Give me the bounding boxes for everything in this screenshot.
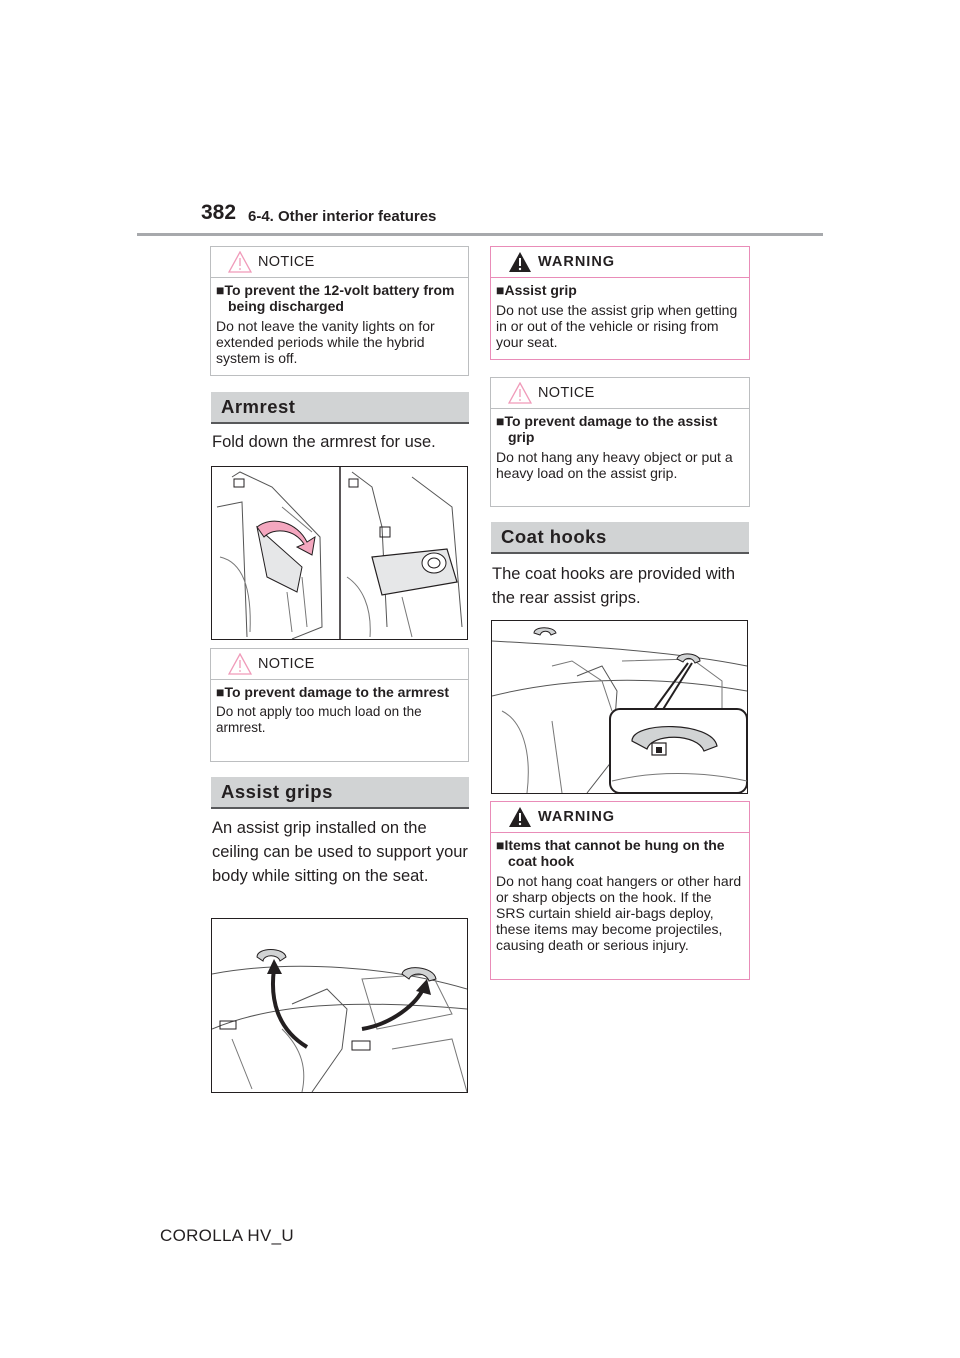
assist-grips-illustration — [211, 918, 468, 1093]
notice-heading: ■To prevent the 12-volt battery from being discharged — [216, 282, 455, 314]
warning-heading: ■Assist grip — [496, 282, 577, 298]
notice-text: Do not apply too much load on the armrest. — [216, 704, 422, 735]
armrest-text: Fold down the armrest for use. — [212, 433, 436, 451]
assist-grips-text: An assist grip installed on the ceiling can be used to support your body while sitting on the seat. — [212, 819, 468, 885]
notice-text: Do not hang any heavy object or put a heavy load on the assist grip. — [496, 449, 733, 481]
notice-label: NOTICE — [258, 254, 315, 270]
coat-hooks-heading: Coat hooks — [491, 522, 749, 554]
warning-heading: ■Items that cannot be hung on the coat hook — [496, 837, 725, 869]
warning-hook-box — [490, 801, 750, 980]
coat-hooks-illustration — [491, 620, 748, 794]
notice-battery-box — [210, 246, 469, 376]
notice-label: NOTICE — [538, 385, 595, 401]
header-rule — [137, 233, 823, 236]
notice-label: NOTICE — [258, 656, 315, 672]
notice-text: Do not leave the vanity lights on for extended periods while the hybrid system is off. — [216, 318, 435, 366]
warning-grip-box — [490, 246, 750, 360]
caution-triangle-icon — [228, 653, 252, 675]
notice-grip-box — [490, 377, 750, 507]
footer-model: COROLLA HV_U — [160, 1226, 294, 1245]
coat-hooks-text: The coat hooks are provided with the rear assist grips. — [492, 565, 736, 607]
notice-heading: ■To prevent damage to the armrest — [216, 684, 450, 700]
warning-label: WARNING — [538, 809, 616, 825]
assist-grips-heading: Assist grips — [211, 777, 469, 809]
notice-heading: ■To prevent damage to the assist grip — [496, 413, 718, 445]
warning-text: Do not hang coat hangers or other hard or sharp objects on the hook. If the SRS curtain shield air-bags deploy, these items may become projectiles, causing death or serious injury. — [496, 873, 742, 953]
warning-triangle-icon — [508, 806, 532, 828]
caution-triangle-icon — [508, 382, 532, 404]
warning-triangle-icon — [508, 251, 532, 273]
section-title: 6-4. Other interior features — [248, 208, 437, 225]
caution-triangle-icon — [228, 251, 252, 273]
armrest-heading: Armrest — [211, 392, 469, 424]
armrest-illustration — [211, 466, 468, 640]
warning-text: Do not use the assist grip when getting in or out of the vehicle or rising from your seat. — [496, 302, 738, 350]
page-number: 382 — [201, 201, 237, 224]
notice-armrest-box — [210, 648, 469, 762]
warning-label: WARNING — [538, 254, 616, 270]
